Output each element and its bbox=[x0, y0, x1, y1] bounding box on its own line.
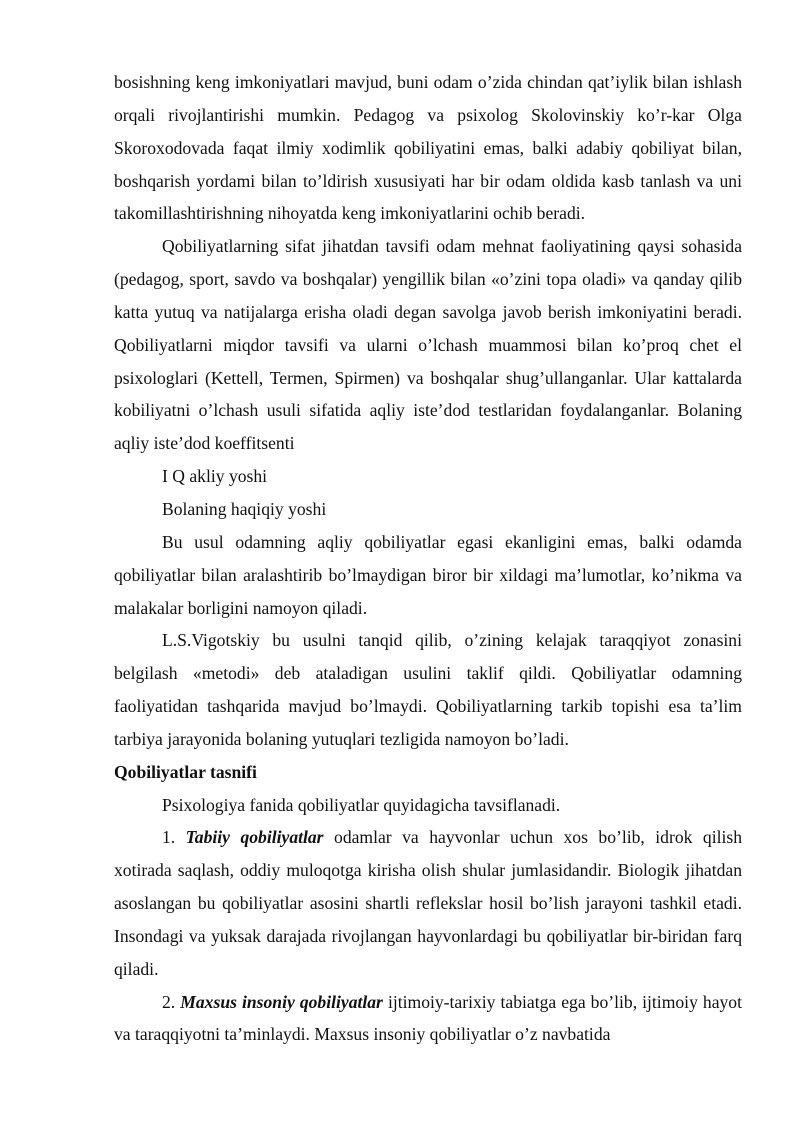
paragraph: L.S.Vigotskiy bu usulni tanqid qilib, o’zining kelajak taraqqiyot zonasini belgilash «metodi» deb ataladigan usulini taklif qildi. Qobiliyatlar odamning faoliyatidan tashqarida mavjud bo’lmaydi. Qobiliyatlarning tarkib topishi esa ta’lim tarbiya jarayonida bolaning yutuqlari tezligida namoyon bo’ladi. bbox=[114, 630, 742, 749]
document-page bbox=[114, 66, 742, 1051]
item-number: 2. bbox=[162, 991, 181, 1012]
item-text: ijtimoiy-tarixiy tabiatga ega bo’lib, ijtimoiy hayot va taraqqiyotni ta’minlaydi. Maxsus insoniy qobiliyatlar o’z navbatida bbox=[114, 991, 742, 1045]
list-item bbox=[114, 821, 742, 985]
item-text: odamlar va hayvonlar uchun xos bo’lib, idrok qilish xotirada saqlash, oddiy muloqotga kirisha olish shular jumlasidandir. Biologik jihatdan asoslangan bu qobiliyatlar asosini shartli reflekslar hosil bo’lish jarayoni tashkil etadi. Insondagi va yuksak darajada rivojlangan hayvonlardagi bu qobiliyatlar bir-biridan farq qiladi. bbox=[114, 827, 743, 979]
formula-denominator: Bolaning haqiqiy yoshi bbox=[162, 498, 327, 519]
item-term: Tabiiy qobiliyatlar bbox=[185, 827, 324, 848]
section-heading: Qobiliyatlar tasnifi bbox=[114, 761, 257, 782]
intro-paragraph: Psixologiya fanida qobiliyatlar quyidagicha tavsiflanadi. bbox=[162, 794, 561, 815]
list-item bbox=[114, 986, 742, 1052]
formula-numerator: I Q akliy yoshi bbox=[162, 466, 268, 487]
paragraph: bosishning keng imkoniyatlari mavjud, buni odam o’zida chindan qat’iylik bilan ishlash orqali rivojlantirishi mumkin. Pedagog va psixolog Skolovinskiy ko’r-kar Olga Skoroxodovada faqat ilmiy xodimlik qobiliyatini emas, balki adabiy qobiliyat bilan, boshqarish yordami bilan to’ldirish xususiyati har bir odam oldida kasb tanlash va uni takomillashtirishning nihoyatda keng imkoniyatlarini ochib beradi. bbox=[114, 72, 742, 224]
item-number: 1. bbox=[162, 827, 186, 848]
item-term: Maxsus insoniy qobiliyatlar bbox=[180, 991, 383, 1012]
paragraph: Bu usul odamning aqliy qobiliyatlar egasi ekanligini emas, balki odamda qobiliyatlar bilan aralashtirib bo’lmaydigan biror bir xildagi ma’lumotlar, ko’nikma va malakalar borligini namoyon qiladi. bbox=[114, 531, 742, 618]
paragraph: Qobiliyatlarning sifat jihatdan tavsifi odam mehnat faoliyatining qaysi sohasida (pedagog, sport, savdo va boshqalar) yengillik bilan «o’zini topa oladi» va qanday qilib katta yutuq va natijalarga erisha oladi degan savolga javob berish imkoniyatini beradi. Qobiliyatlarni miqdor tavsifi va ularni o’lchash muammosi bilan ko’proq chet el psixologlari (Kettell, Termen, Spirmen) va boshqalar shug’ullanganlar. Ular kattalarda kobiliyatni o’lchash usuli sifatida aqliy iste’dod testlaridan foydalanganlar. Bolaning aqliy iste’dod koeffitsenti bbox=[114, 236, 742, 454]
